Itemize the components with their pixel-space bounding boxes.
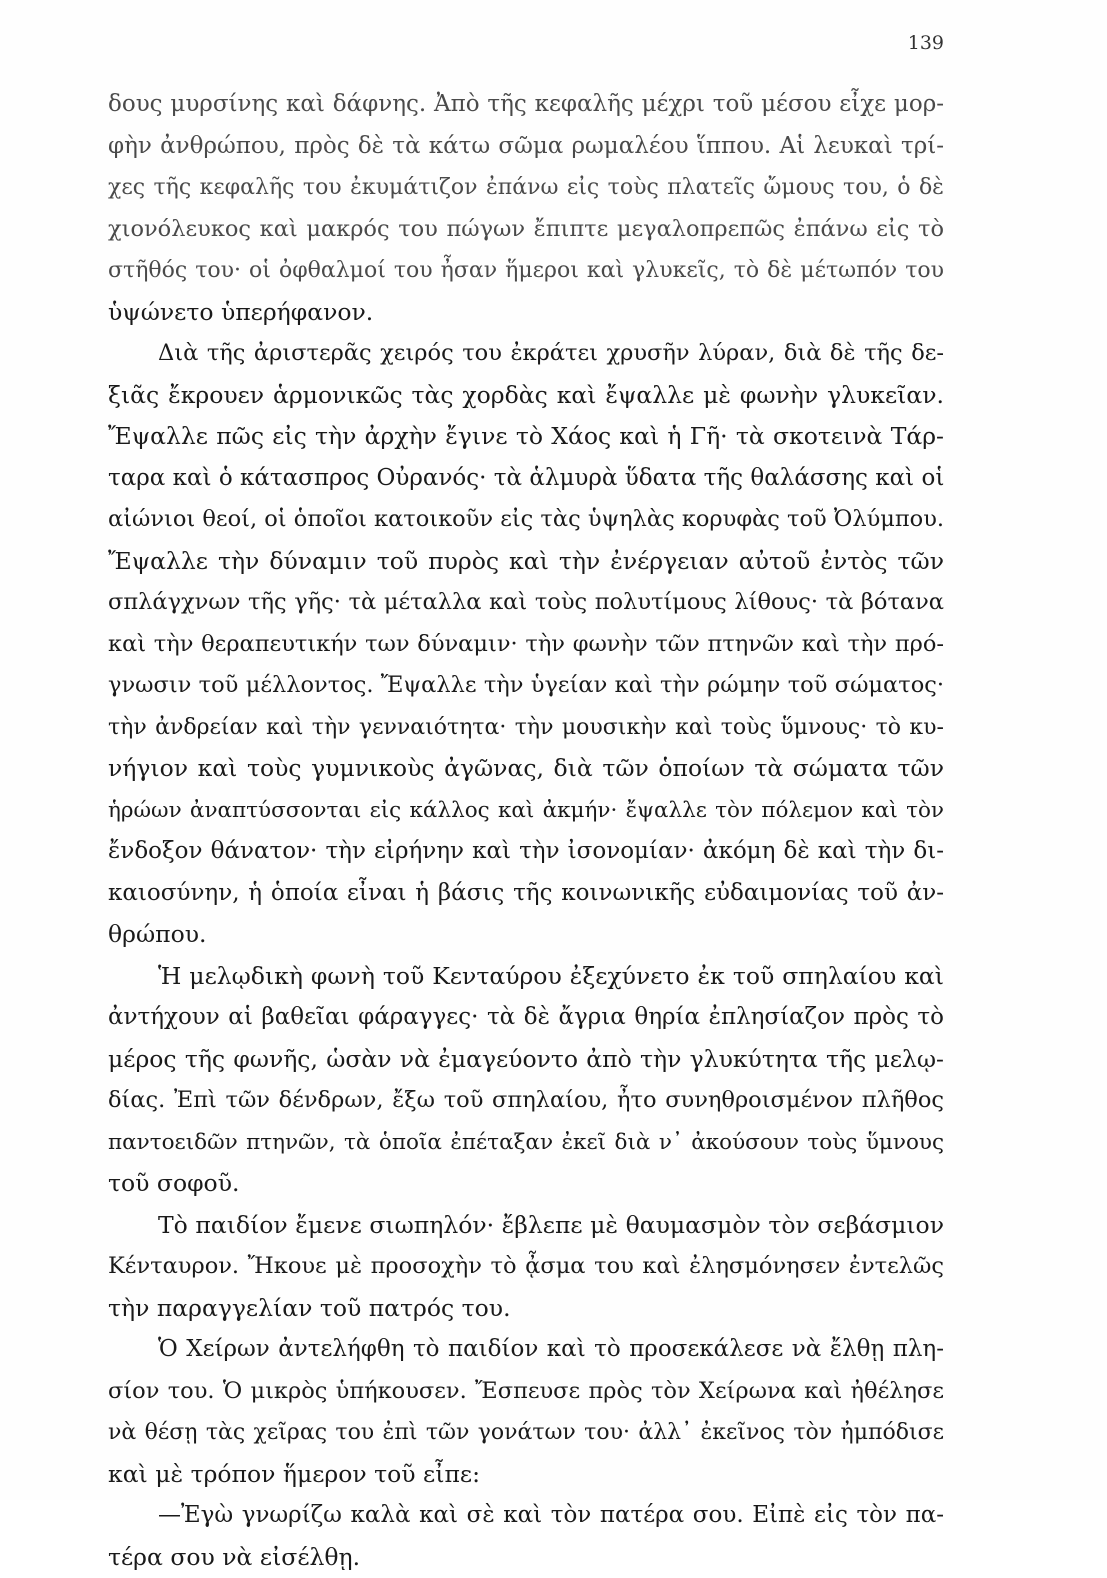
text-line: Ἔψαλλε τὴν δύναμιν τοῦ πυρὸς καὶ τὴν ἐνέργειαν αὐτοῦ ἐντὸς τῶν <box>108 541 944 583</box>
text-line: θρώπου. <box>108 914 944 956</box>
text-line: Τὸ παιδίον ἔμενε σιωπηλόν· ἔβλεπε μὲ θαυμασμὸν τὸν σεβάσμιον <box>108 1205 944 1247</box>
text-line: Ὁ Χείρων ἀντελήφθη τὸ παιδίον καὶ τὸ προσεκάλεσε νὰ ἔλθῃ πλη- <box>108 1329 944 1371</box>
text-line: τὴν ἀνδρείαν καὶ τὴν γενναιότητα· τὴν μουσικὴν καὶ τοὺς ὕμνους· τὸ κυ- <box>108 707 944 749</box>
text-line: γνωσιν τοῦ μέλλοντος. Ἔψαλλε τὴν ὑγείαν καὶ τὴν ρώμην τοῦ σώματος· <box>108 665 944 707</box>
text-line: στῆθός του· οἱ ὀφθαλμοί του ἦσαν ἥμεροι καὶ γλυκεῖς, τὸ δὲ μέτωπόν του <box>108 250 944 292</box>
text-line: αἰώνιοι θεοί, οἱ ὁποῖοι κατοικοῦν εἰς τὰς ὑψηλὰς κορυφὰς τοῦ Ὀλύμπου. <box>108 499 944 541</box>
text-line: τὴν παραγγελίαν τοῦ πατρός του. <box>108 1288 944 1330</box>
body-text <box>108 84 944 1578</box>
text-line: Ἔψαλλε πῶς εἰς τὴν ἀρχὴν ἔγινε τὸ Χάος καὶ ἡ Γῆ· τὰ σκοτεινὰ Τάρ- <box>108 416 944 458</box>
text-line: Κένταυρον. Ἤκουε μὲ προσοχὴν τὸ ᾆσμα του καὶ ἐλησμόνησεν ἐντελῶς <box>108 1246 944 1288</box>
text-line: χιονόλευκος καὶ μακρός του πώγων ἔπιπτε μεγαλοπρεπῶς ἐπάνω εἰς τὸ <box>108 209 944 251</box>
text-line: παντοειδῶν πτηνῶν, τὰ ὁποῖα ἐπέταξαν ἐκεῖ διὰ ν᾽ ἀκούσουν τοὺς ὕμνους <box>108 1122 944 1164</box>
text-line: καὶ τὴν θεραπευτικήν των δύναμιν· τὴν φωνὴν τῶν πτηνῶν καὶ τὴν πρό- <box>108 624 944 666</box>
text-line: καιοσύνην, ἡ ὁποία εἶναι ἡ βάσις τῆς κοινωνικῆς εὐδαιμονίας τοῦ ἀν- <box>108 873 944 915</box>
text-line: σίον του. Ὁ μικρὸς ὑπήκουσεν. Ἔσπευσε πρὸς τὸν Χείρωνα καὶ ἠθέλησε <box>108 1371 944 1413</box>
text-line: ταρα καὶ ὁ κάτασπρος Οὐρανός· τὰ ἁλμυρὰ ὕδατα τῆς θαλάσσης καὶ οἱ <box>108 458 944 500</box>
text-line: δίας. Ἐπὶ τῶν δένδρων, ἔξω τοῦ σπηλαίου, ἦτο συνηθροισμένον πλῆθος <box>108 1080 944 1122</box>
text-line: χες τῆς κεφαλῆς του ἐκυμάτιζον ἐπάνω εἰς τοὺς πλατεῖς ὤμους του, ὁ δὲ <box>108 167 944 209</box>
text-line: Ἡ μελῳδικὴ φωνὴ τοῦ Κενταύρου ἐξεχύνετο ἐκ τοῦ σπηλαίου καὶ <box>108 956 944 998</box>
text-line: τέρα σου νὰ εἰσέλθῃ. <box>108 1537 944 1578</box>
text-line: ἡρώων ἀναπτύσσονται εἰς κάλλος καὶ ἀκμήν· ἔψαλλε τὸν πόλεμον καὶ τὸν <box>108 790 944 832</box>
text-line: ξιᾶς ἔκρουεν ἁρμονικῶς τὰς χορδὰς καὶ ἔψαλλε μὲ φωνὴν γλυκεῖαν. <box>108 375 944 417</box>
text-line: ἔνδοξον θάνατον· τὴν εἰρήνην καὶ τὴν ἰσονομίαν· ἀκόμη δὲ καὶ τὴν δι- <box>108 831 944 873</box>
text-line: καὶ μὲ τρόπον ἥμερον τοῦ εἶπε: <box>108 1454 944 1496</box>
text-line: μέρος τῆς φωνῆς, ὡσὰν νὰ ἐμαγεύοντο ἀπὸ τὴν γλυκύτητα τῆς μελῳ- <box>108 1039 944 1081</box>
text-line: δους μυρσίνης καὶ δάφνης. Ἀπὸ τῆς κεφαλῆς μέχρι τοῦ μέσου εἶχε μορ- <box>108 84 944 126</box>
text-line: Διὰ τῆς ἀριστερᾶς χειρός του ἐκράτει χρυσῆν λύραν, διὰ δὲ τῆς δε- <box>108 333 944 375</box>
text-line: —Ἐγὼ γνωρίζω καλὰ καὶ σὲ καὶ τὸν πατέρα σου. Εἰπὲ εἰς τὸν πα- <box>108 1495 944 1537</box>
page-number: 139 <box>908 32 944 54</box>
text-line: νὰ θέσῃ τὰς χεῖρας του ἐπὶ τῶν γονάτων του· ἀλλ᾽ ἐκεῖνος τὸν ἠμπόδισε <box>108 1412 944 1454</box>
text-line: νήγιον καὶ τοὺς γυμνικοὺς ἀγῶνας, διὰ τῶν ὁποίων τὰ σώματα τῶν <box>108 748 944 790</box>
text-line: ἀντήχουν αἱ βαθεῖαι φάραγγες· τὰ δὲ ἄγρια θηρία ἐπλησίαζον πρὸς τὸ <box>108 997 944 1039</box>
text-line: ὑψώνετο ὑπερήφανον. <box>108 292 944 334</box>
text-line: φὴν ἀνθρώπου, πρὸς δὲ τὰ κάτω σῶμα ρωμαλέου ἵππου. Αἱ λευκαὶ τρί- <box>108 126 944 168</box>
text-line: τοῦ σοφοῦ. <box>108 1163 944 1205</box>
text-line: σπλάγχνων τῆς γῆς· τὰ μέταλλα καὶ τοὺς πολυτίμους λίθους· τὰ βότανα <box>108 582 944 624</box>
